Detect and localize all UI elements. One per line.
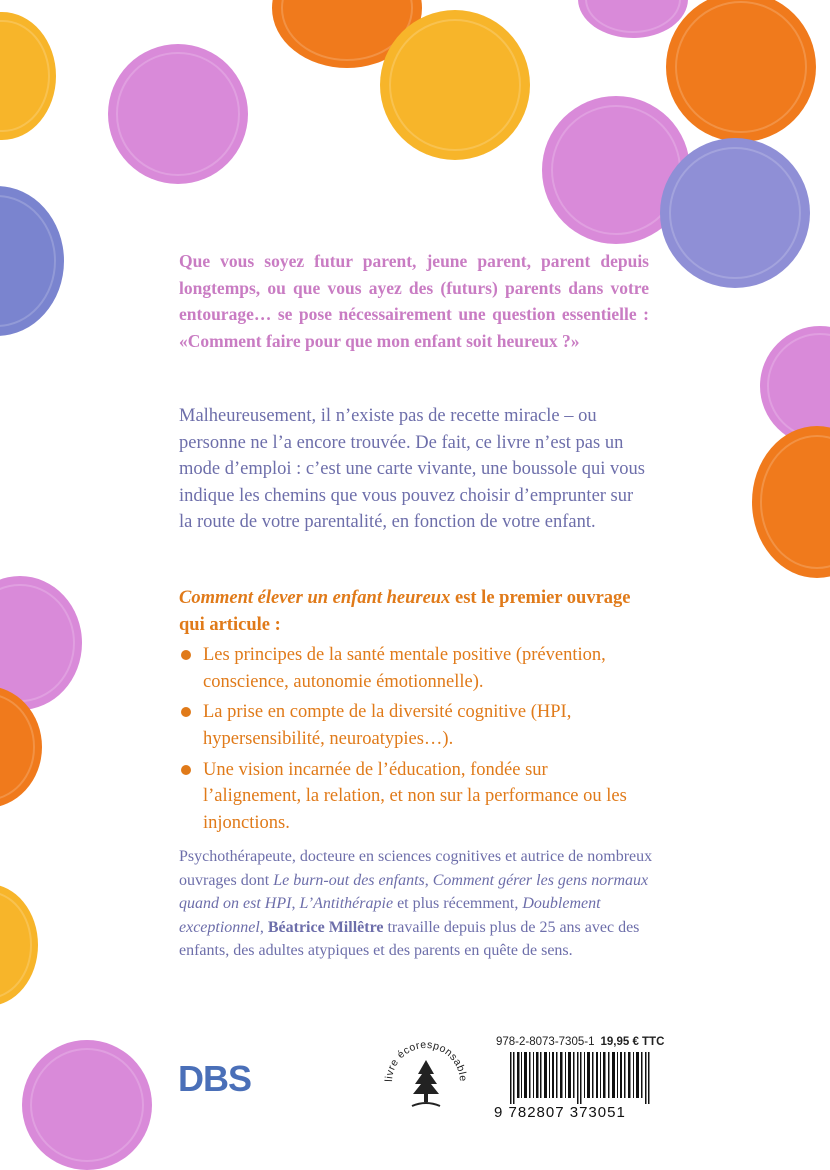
list-item-text: Une vision incarnée de l’éducation, fondée sur l’alignement, la relation, et non sur la performance ou les injonctions.: [203, 759, 627, 833]
list-item: [179, 699, 649, 752]
decor-circle-orange: [666, 0, 816, 142]
list-item-text: Les principes de la santé mentale positive (prévention, conscience, autonomie émotionnelle).: [203, 645, 606, 692]
decor-circle-pink: [0, 576, 82, 710]
book-title: Le burn-out des enfants: [273, 871, 425, 889]
list-item-text: La prise en compte de la diversité cognitive (HPI, hypersensibilité, neuroatypies…).: [203, 702, 572, 749]
bullet-dot-icon: [181, 707, 191, 717]
intro-paragraph: [179, 248, 649, 354]
tree-icon: [412, 1060, 440, 1106]
description-paragraph: Malheureusement, il n’existe pas de recette miracle – ou personne ne l’a encore trouvée. De fait, ce livre n’est pas un mode d’emploi : c’est une carte vivante, une boussole qui vous indique les chemins que vous pouvez choisir d’emprunter sur la route de votre parentalité, en fonction de votre enfant.: [179, 406, 645, 533]
decor-circle-blue: [0, 186, 64, 336]
author-name: Béatrice Millêtre: [267, 918, 384, 936]
bio-text: et plus récemment,: [393, 895, 523, 913]
price-line: [496, 1036, 664, 1048]
decor-circle-blue: [660, 138, 810, 288]
key-points-intro: est le premier ouvrage qui articule :: [179, 588, 631, 635]
isbn: 978-2-8073-7305-1: [496, 1036, 595, 1048]
list-item: [179, 757, 649, 837]
bullet-dot-icon: [181, 650, 191, 660]
bio-text: travaille depuis plus de 25 ans avec des enfants, des adultes atypiques et des parents en quête de sens.: [179, 918, 640, 960]
list-item: [179, 642, 649, 695]
decor-circle-yellow: [0, 884, 38, 1006]
decor-circle-pink: [578, 0, 688, 38]
key-points-lead: [179, 585, 649, 638]
book-title: Doublement exceptionnel: [179, 895, 601, 936]
barcode-bars: [510, 1052, 650, 1104]
decor-circle-yellow: [380, 10, 530, 160]
key-points-list: [179, 642, 649, 836]
decor-circle-orange: [752, 426, 830, 578]
eco-label: livre écoresponsable: [382, 1038, 470, 1083]
intro-text: Que vous soyez futur parent, jeune parent, parent depuis longtemps, ou que vous ayez des (futurs) parents dans votre entourage… se pose nécessairement une question essentielle :: [179, 251, 649, 324]
bio-text: ,: [424, 871, 433, 889]
price: 19,95 € TTC: [600, 1036, 665, 1048]
decor-circle-pink: [22, 1040, 152, 1170]
bio-text: ,: [259, 918, 268, 936]
author-bio: [179, 845, 654, 963]
book-title: Comment gérer les gens normaux quand on est HPI: [179, 871, 649, 913]
publisher-logo: DBS: [178, 1058, 252, 1099]
bullet-dot-icon: [181, 765, 191, 775]
bio-text: Psychothérapeute, docteure en sciences cognitives et autrice de nombreux ouvrages dont: [179, 848, 653, 889]
key-points-section: [179, 585, 649, 840]
eco-responsible-badge: [378, 1030, 474, 1126]
bio-text: ,: [291, 895, 300, 913]
book-title: L’Antithérapie: [299, 895, 394, 913]
book-title: Comment élever un enfant heureux: [179, 588, 451, 608]
decor-circle-pink: [108, 44, 248, 184]
decor-circle-yellow: [0, 12, 56, 140]
barcode-digits: 9 782807 373051: [494, 1104, 626, 1121]
barcode: [510, 1052, 650, 1104]
intro-quote: «Comment faire pour que mon enfant soit heureux ?»: [179, 330, 580, 351]
